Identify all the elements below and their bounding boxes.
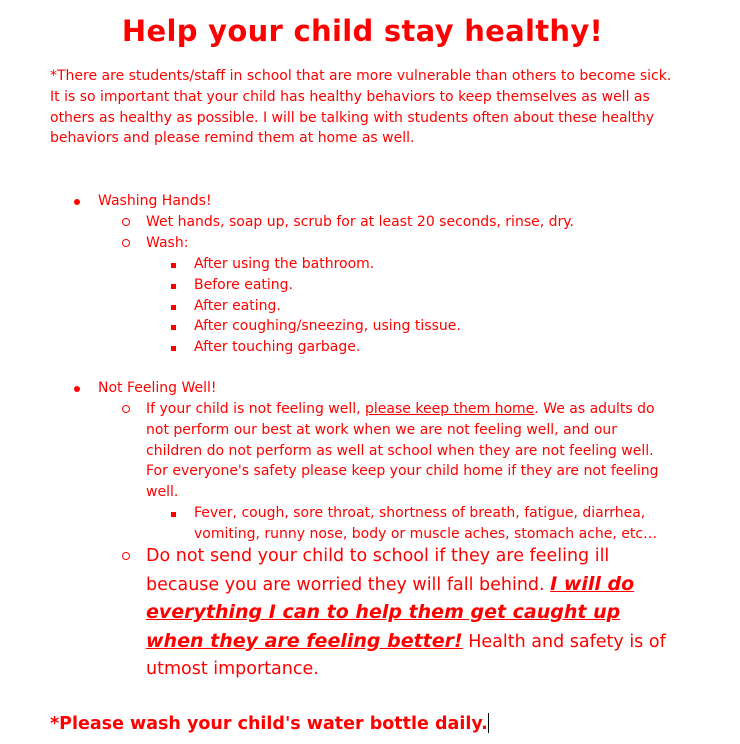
intro-paragraph: *There are students/staff in school that are more vulnerable than others to become sick. It is so important that your child has healthy behaviors to keep themselves as well as others as healthy as possible. I will be talking with students often about these healthy behaviors and please remind them at home as well.	[50, 68, 672, 147]
help-catch-up-emphasis: I will do everything I can to help them get caught up when they are feeling better!	[146, 572, 635, 652]
list-item: After touching garbage.	[194, 339, 361, 355]
page-title: Help your child stay healthy!	[121, 14, 604, 48]
keep-home-emphasis: please keep them home	[365, 401, 535, 417]
bullet-square	[171, 275, 176, 296]
bullet-square	[171, 316, 176, 337]
bullet-ring	[122, 233, 130, 254]
bullet-dot	[74, 191, 80, 212]
washing-steps: Wet hands, soap up, scrub for at least 20 seconds, rinse, dry.	[146, 214, 575, 230]
do-not-send-paragraph	[146, 543, 676, 684]
stay-home-text-start: If your child is not feeling well,	[146, 401, 366, 417]
water-bottle-text: *Please wash your child's water bottle daily.	[50, 714, 488, 734]
bullet-dot	[74, 378, 80, 399]
stay-home-text-end: . We as adults do not perform our best at work when we are not feeling well, and our children do not perform as well at school when they are not feeling well. For everyone's safety please keep your child home if they are not feeling well.	[146, 401, 659, 501]
list-item: After using the bathroom.	[194, 256, 375, 272]
bullet-square	[171, 503, 176, 524]
water-bottle-reminder	[50, 713, 489, 734]
bullet-ring	[122, 212, 130, 233]
text-cursor	[488, 713, 489, 733]
bullet-ring	[122, 546, 130, 567]
washing-heading: Washing Hands!	[98, 193, 212, 209]
bullet-ring	[122, 399, 130, 420]
list-item: Before eating.	[194, 277, 294, 293]
wash-label: Wash:	[146, 235, 189, 251]
unwell-heading: Not Feeling Well!	[98, 380, 217, 396]
symptoms-list: Fever, cough, sore throat, shortness of breath, fatigue, diarrhea, vomiting, runny nose, body or muscle aches, stomach ache, etc…	[194, 505, 658, 542]
health-safety-text: Health and safety is of utmost importance.	[146, 631, 666, 679]
do-not-send-text: Do not send your child to school if they are feeling ill because you are worried they will fall behind.	[146, 546, 610, 595]
list-item: After eating.	[194, 298, 281, 314]
bullet-square	[171, 337, 176, 358]
bullet-square	[171, 254, 176, 275]
list-item: After coughing/sneezing, using tissue.	[194, 318, 461, 334]
bullet-square	[171, 296, 176, 317]
stay-home-paragraph	[146, 399, 674, 503]
